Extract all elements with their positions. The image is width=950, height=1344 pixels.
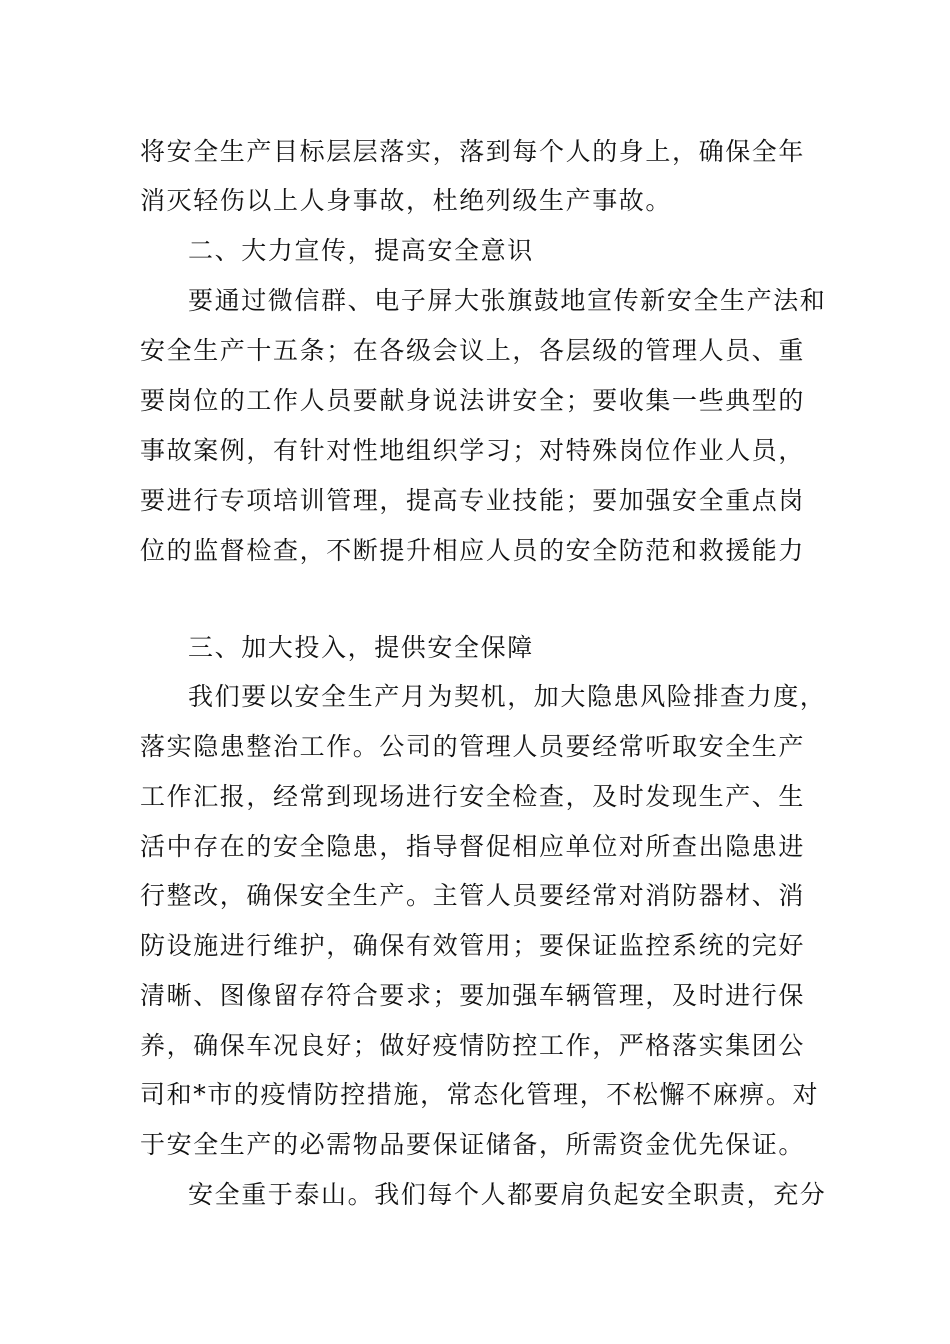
body-text-line: 养，确保车况良好；做好疫情防控工作，严格落实集团公 xyxy=(140,1031,806,1060)
body-text-line: 防设施进行维护，确保有效管用；要保证监控系统的完好 xyxy=(140,931,806,960)
body-text-line: 工作汇报，经常到现场进行安全检查，及时发现生产、生 xyxy=(140,782,806,811)
body-text-line: 于安全生产的必需物品要保证储备，所需资金优先保证。 xyxy=(140,1130,806,1159)
body-text-line: 我们要以安全生产月为契机，加大隐患风险排查力度， xyxy=(188,682,827,711)
body-text-line: 要进行专项培训管理，提高专业技能；要加强安全重点岗 xyxy=(140,486,806,515)
body-text-line: 消灭轻伤以上人身事故，杜绝列级生产事故。 xyxy=(140,186,673,215)
section-heading: 二、大力宣传，提高安全意识 xyxy=(188,236,534,265)
body-text-line: 活中存在的安全隐患，指导督促相应单位对所查出隐患进 xyxy=(140,832,806,861)
body-text-line: 要岗位的工作人员要献身说法讲安全；要收集一些典型的 xyxy=(140,386,806,415)
body-text-line: 清晰、图像留存符合要求；要加强车辆管理，及时进行保 xyxy=(140,981,806,1010)
body-text-line: 行整改，确保安全生产。主管人员要经常对消防器材、消 xyxy=(140,881,806,910)
body-text-line: 位的监督检查，不断提升相应人员的安全防范和救援能力 xyxy=(140,536,806,565)
body-text-line: 安全生产十五条；在各级会议上，各层级的管理人员、重 xyxy=(140,336,806,365)
section-heading: 三、加大投入，提供安全保障 xyxy=(188,633,534,662)
body-text-line: 落实隐患整治工作。公司的管理人员要经常听取安全生产 xyxy=(140,732,806,761)
body-text-line: 安全重于泰山。我们每个人都要肩负起安全职责，充分 xyxy=(188,1180,827,1209)
body-text-line: 要通过微信群、电子屏大张旗鼓地宣传新安全生产法和 xyxy=(188,286,827,315)
body-text-line: 事故案例，有针对性地组织学习；对特殊岗位作业人员， xyxy=(140,436,806,465)
body-text-line: 司和*市的疫情防控措施，常态化管理，不松懈不麻痹。对 xyxy=(140,1080,820,1109)
body-text-line: 将安全生产目标层层落实，落到每个人的身上，确保全年 xyxy=(140,137,806,166)
